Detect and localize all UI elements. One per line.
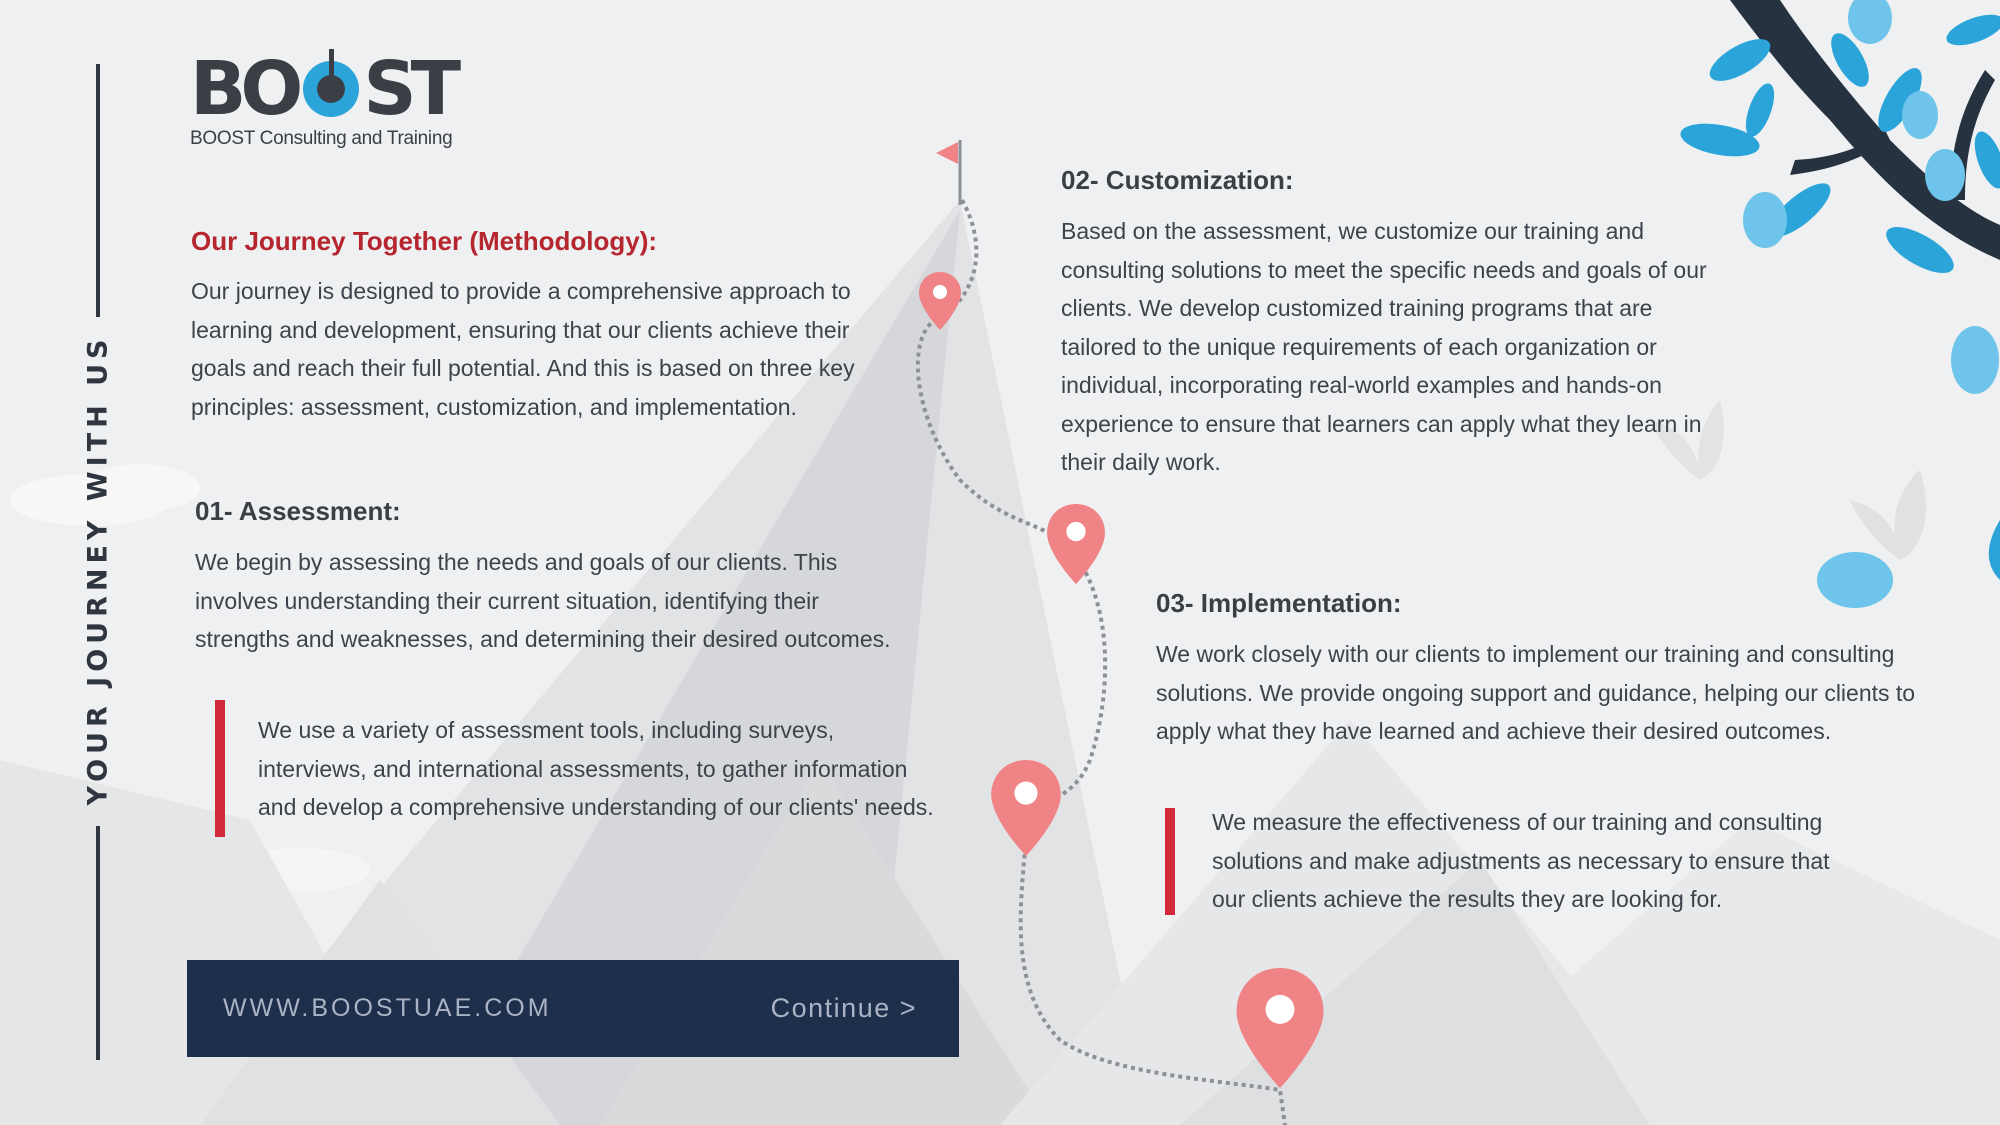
continue-button[interactable]: Continue > [770,993,917,1023]
step-implementation-title: 03- Implementation: [1156,588,1402,618]
intro-title: Our Journey Together (Methodology): [191,226,658,256]
step-assessment-quote: We use a variety of assessment tools, including surveys, interviews, and international assessments, to gather information and develop a comprehensive understanding of our clients' needs. [258,717,934,820]
website-link[interactable]: WWW.BOOSTUAE.COM [223,994,552,1022]
step-implementation-body: We work closely with our clients to implement our training and consulting solutions. We provide ongoing support and guidance, helping our clients to apply what they have learned and achieve their desired outcomes. [1156,641,1916,744]
quote-accent-bar [1165,808,1175,915]
step-assessment-title: 01- Assessment: [195,496,401,526]
brand-logo [190,46,456,150]
target-icon [303,61,359,117]
step-assessment-body: We begin by assessing the needs and goals of our clients. This involves understanding their current situation, identifying their strengths and weaknesses, and determining their desired outcomes. [195,549,891,652]
footer-bar [187,960,959,1057]
step-customization-body: Based on the assessment, we customize our training and consulting solutions to meet the specific needs and goals of our clients. We develop customized training programs that are tailored to the unique requirements of each organization or individual, incorporating real-world examples and hands-on experience to ensure that learners can apply what they learn in their daily work. [1061,218,1707,475]
logo-wordmark: B O S T [190,46,456,132]
intro-body: Our journey is designed to provide a comprehensive approach to learning and development, ensuring that our clients achieve their goals and reach their full potential. And this is based on three key principles: assessment, customization, and implementation. [191,278,855,420]
side-divider-bottom [96,826,100,1060]
quote-accent-bar [215,700,225,837]
map-pin-icon [1047,504,1105,584]
logo-tagline: BOOST Consulting and Training [190,128,453,149]
map-pin-icon [1236,968,1324,1088]
step-implementation-quote: We measure the effectiveness of our training and consulting solutions and make adjustments as necessary to ensure that our clients achieve the results they are looking for. [1212,809,1830,912]
side-label: YOUR JOURNEY WITH US [82,334,114,806]
side-divider-top [96,64,100,317]
map-pin-icon [991,760,1061,856]
step-customization-title: 02- Customization: [1061,165,1294,195]
map-pin-icon [919,272,961,330]
